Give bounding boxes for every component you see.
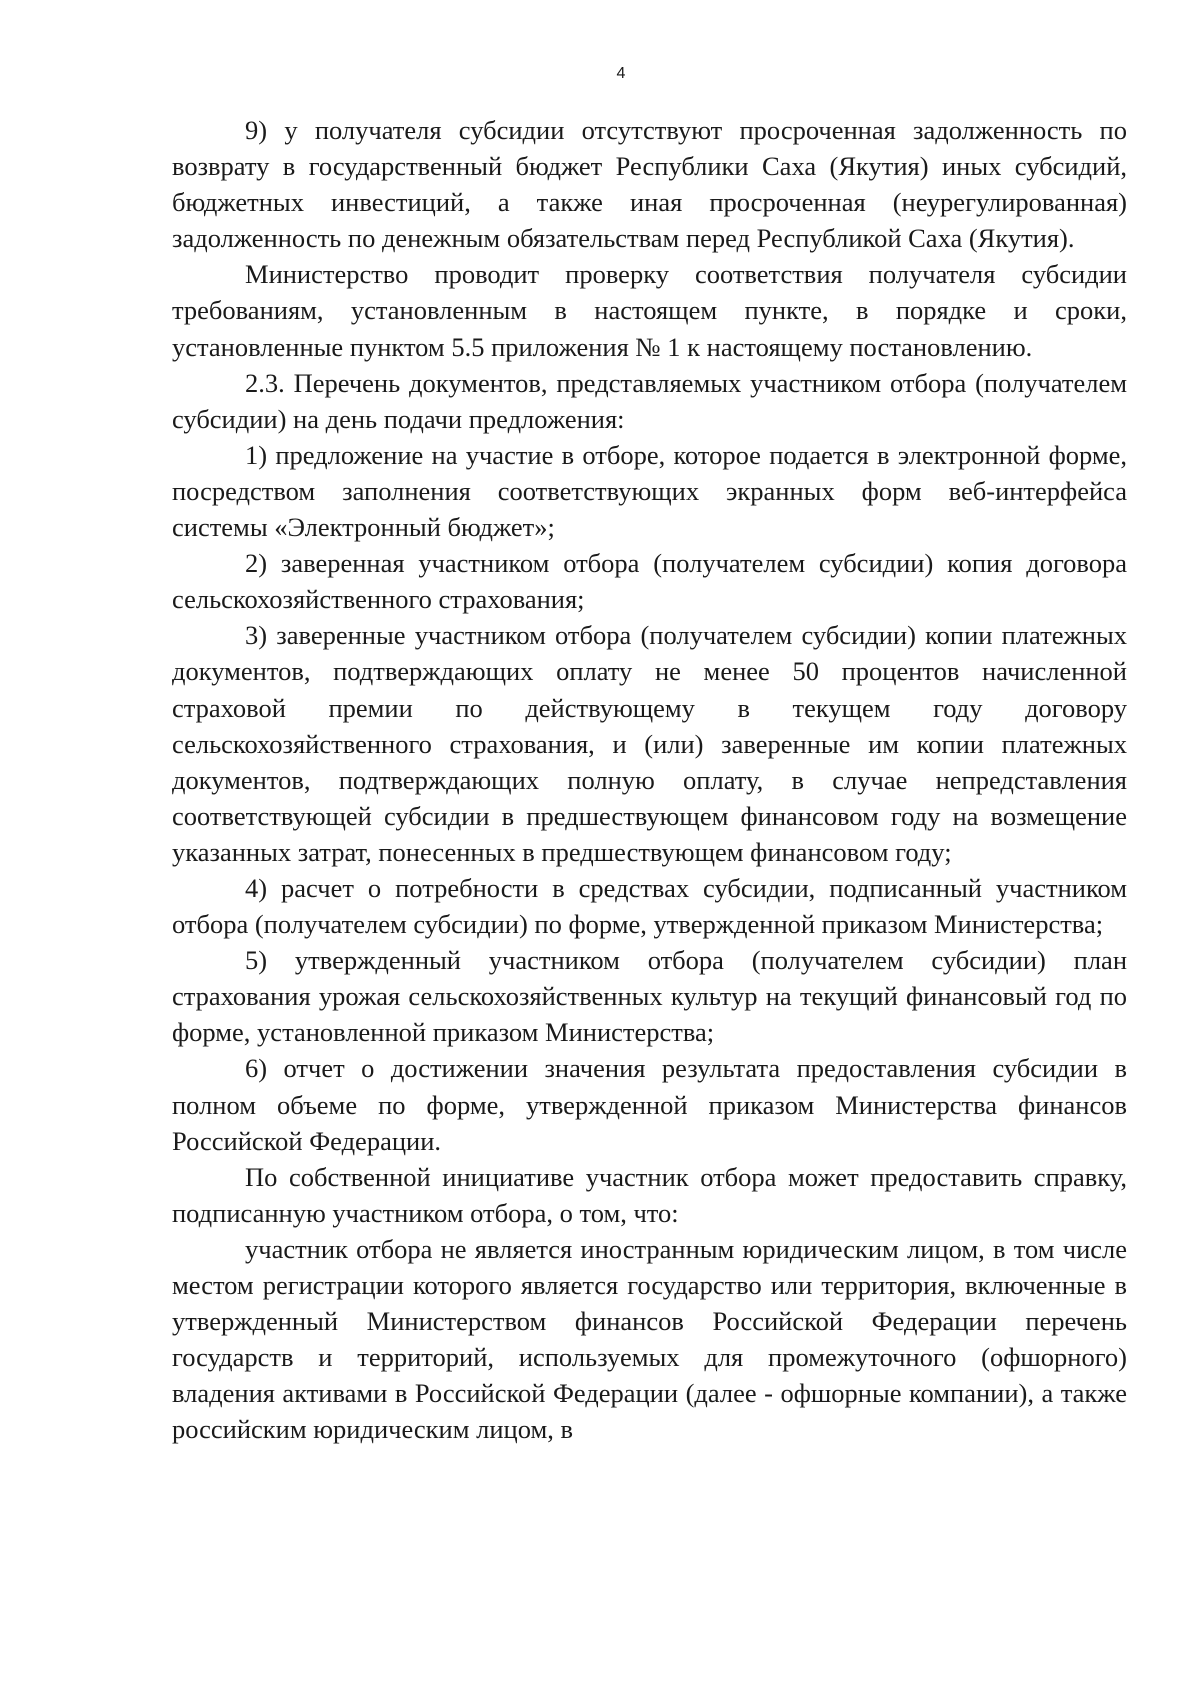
- paragraph-item-9: 9) у получателя субсидии отсутствуют просроченная задолженность по возврату в государственный бюджет Республики Саха (Якутия) иных субсидий, бюджетных инвестиций, а также иная просроченная (неурегулированная) задолженность по денежным обязательствам перед Республикой Саха (Якутия).: [172, 115, 1127, 254]
- paragraph-doc-2: 2) заверенная участником отбора (получателем субсидии) копия договора сельскохозяйственного страхования;: [172, 548, 1127, 615]
- paragraph-doc-6: 6) отчет о достижении значения результата предоставления субсидии в полном объеме по форме, утвержденной приказом Министерства финансов Российской Федерации.: [172, 1053, 1127, 1156]
- page-number: 4: [616, 65, 626, 82]
- paragraph-offshore: участник отбора не является иностранным юридическим лицом, в том числе местом регистрации которого является государство или территория, включенные в утвержденный Министерством финансов Российской Федерации перечень государств и территорий, используемых для промежуточного (офшорного) владения активами в Российской Федерации (далее - офшорные компании), а также российским юридическим лицом, в: [172, 1233, 1127, 1445]
- paragraph-doc-3: 3) заверенные участником отбора (получателем субсидии) копии платежных документов, подтверждающих оплату не менее 50 процентов начисленной страховой премии по действующему в текущем году договору сельскохозяйственного страхования, и (или) заверенные им копии платежных документов, подтверждающих полную оплату, в случае непредставления соответствующей субсидии в предшествующем финансовом году на возмещение указанных затрат, понесенных в предшествующем финансовом году;: [172, 620, 1127, 867]
- document-body: [172, 112, 1127, 1447]
- paragraph-section-2-3: 2.3. Перечень документов, представляемых участником отбора (получателем субсидии) на день подачи предложения:: [172, 367, 1127, 434]
- paragraph-own-initiative: По собственной инициативе участник отбора может предоставить справку, подписанную участником отбора, о том, что:: [172, 1161, 1127, 1228]
- paragraph-doc-5: 5) утвержденный участником отбора (получателем субсидии) план страхования урожая сельскохозяйственных культур на текущий финансовый год по форме, установленной приказом Министерства;: [172, 945, 1127, 1048]
- paragraph-ministry-check: Министерство проводит проверку соответствия получателя субсидии требованиям, установленным в настоящем пункте, в порядке и сроки, установленные пунктом 5.5 приложения № 1 к настоящему постановлению.: [172, 259, 1127, 362]
- paragraph-doc-4: 4) расчет о потребности в средствах субсидии, подписанный участником отбора (получателем субсидии) по форме, утвержденной приказом Министерства;: [172, 872, 1127, 940]
- paragraph-doc-1: 1) предложение на участие в отборе, которое подается в электронной форме, посредством заполнения соответствующих экранных форм веб-интерфейса системы «Электронный бюджет»;: [172, 439, 1127, 543]
